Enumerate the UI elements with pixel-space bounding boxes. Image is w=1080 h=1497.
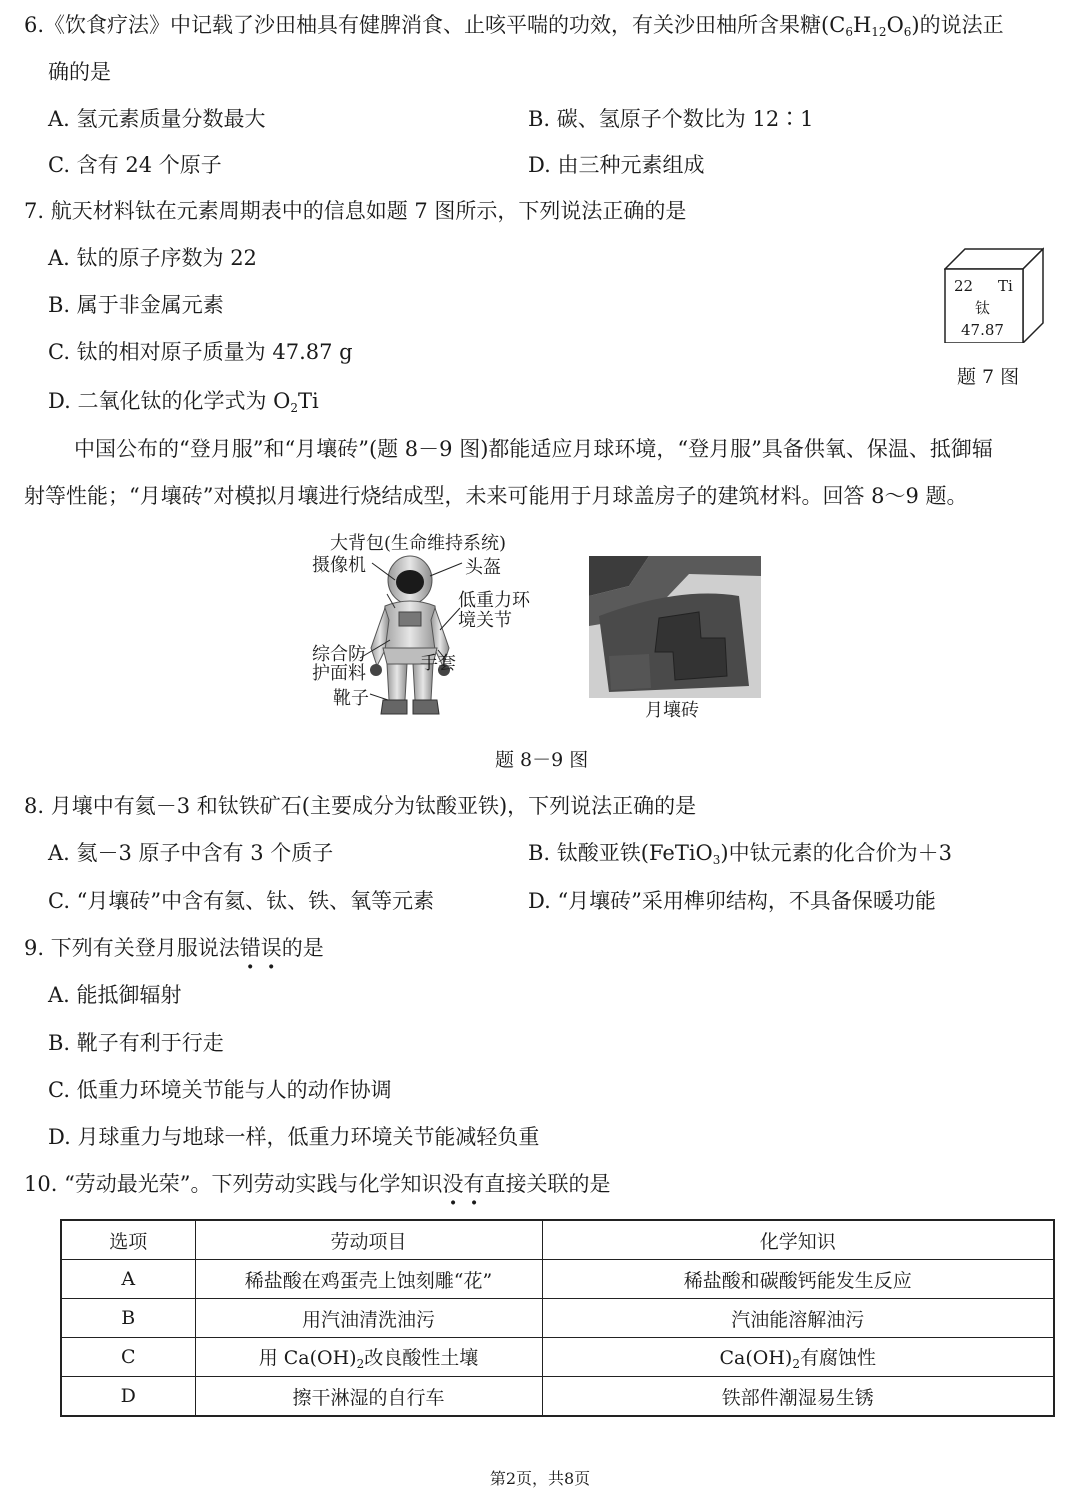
cell-labor: 用汽油清洗油污 — [195, 1299, 542, 1338]
cell-labor: 擦干淋湿的自行车 — [195, 1377, 542, 1417]
emphasis-char: 没 — [442, 1172, 464, 1196]
label-brick: 月壤砖 — [645, 700, 699, 721]
cell-chem: 稀盐酸和碳酸钙能发生反应 — [542, 1260, 1054, 1299]
element-symbol: Ti — [998, 277, 1013, 295]
q10-stem: 10. “劳动最光荣”。下列劳动实践与化学知识没有直接关联的是 — [24, 1172, 611, 1196]
q8-option-b: B. 钛酸亚铁(FeTiO$_3$)中钛元素的化合价为＋3 — [528, 841, 952, 867]
q9-stem: 9. 下列有关登月服说法错误的是 — [24, 936, 324, 960]
table-header-row — [61, 1220, 1054, 1260]
q9-option-b: B. 靴子有利于行走 — [48, 1031, 224, 1055]
label-boot: 靴子 — [333, 688, 369, 709]
element-mass: 47.87 — [961, 321, 1004, 339]
q6-stem-cont: 确的是 — [48, 60, 111, 84]
header-chem: 化学知识 — [542, 1220, 1054, 1260]
label-fabric-2: 护面料 — [312, 663, 366, 684]
cell-chem: 铁部件潮湿易生锈 — [542, 1377, 1054, 1417]
q9-option-c: C. 低重力环境关节能与人的动作协调 — [48, 1078, 392, 1102]
table-row — [61, 1377, 1054, 1417]
q10-table — [60, 1219, 1055, 1417]
lunar-brick-photo — [589, 556, 761, 698]
label-fabric-1: 综合防 — [312, 644, 366, 665]
element-name: 钛 — [975, 299, 991, 317]
table-row — [61, 1260, 1054, 1299]
table-row — [61, 1299, 1054, 1338]
q8-stem: 8. 月壤中有氦－3 和钛铁矿石(主要成分为钛酸亚铁)，下列说法正确的是 — [24, 794, 697, 818]
element-number: 22 — [954, 277, 974, 295]
figure-8-9-caption: 题 8－9 图 — [495, 749, 589, 771]
label-camera: 摄像机 — [312, 555, 366, 576]
label-joint-1: 低重力环 — [458, 590, 530, 611]
label-backpack: 大背包(生命维持系统) — [330, 533, 507, 554]
q8-option-d: D. “月壤砖”采用榫卯结构，不具备保暖功能 — [528, 889, 936, 913]
figure-7-caption: 题 7 图 — [957, 366, 1020, 388]
cell-option: A — [61, 1260, 195, 1299]
cell-chem: 汽油能溶解油污 — [542, 1299, 1054, 1338]
passage-line-2: 射等性能；“月壤砖”对模拟月壤进行烧结成型，未来可能用于月球盖房子的建筑材料。回答 8～9 题。 — [24, 484, 968, 508]
label-joint-2: 境关节 — [458, 610, 512, 631]
q7-stem: 7. 航天材料钛在元素周期表中的信息如题 7 图所示，下列说法正确的是 — [24, 199, 687, 223]
header-option: 选项 — [61, 1220, 195, 1260]
cell-option: B — [61, 1299, 195, 1338]
emphasis-char: 误 — [260, 936, 282, 960]
q6-option-b: B. 碳、氢原子个数比为 12∶1 — [528, 107, 814, 131]
label-helmet: 头盔 — [465, 557, 501, 578]
q9-option-d: D. 月球重力与地球一样，低重力环境关节能减轻负重 — [48, 1125, 540, 1149]
emphasis-char: 有 — [463, 1172, 485, 1196]
q7-option-c: C. 钛的相对原子质量为 47.87 g — [48, 340, 353, 364]
cell-chem: $Ca(OH)_2$有腐蚀性 — [542, 1338, 1054, 1377]
q6-option-c: C. 含有 24 个原子 — [48, 153, 222, 177]
table-row — [61, 1338, 1054, 1377]
header-labor: 劳动项目 — [195, 1220, 542, 1260]
q7-option-d: D. 二氧化钛的化学式为 $O_2Ti$ — [48, 389, 319, 415]
q8-option-c: C. “月壤砖”中含有氦、钛、铁、氧等元素 — [48, 889, 435, 913]
cell-option: D — [61, 1377, 195, 1417]
passage-line-1: 中国公布的“登月服”和“月壤砖”(题 8－9 图)都能适应月球环境，“登月服”具备供氧、保温、抵御辐 — [74, 437, 993, 461]
q9-option-a: A. 能抵御辐射 — [48, 983, 182, 1007]
cell-labor: 用 $Ca(OH)_2$改良酸性土壤 — [195, 1338, 542, 1377]
q7-option-b: B. 属于非金属元素 — [48, 293, 224, 317]
q8-option-a: A. 氦－3 原子中含有 3 个质子 — [48, 841, 334, 865]
q7-option-a: A. 钛的原子序数为 22 — [48, 246, 257, 270]
cell-labor: 稀盐酸在鸡蛋壳上蚀刻雕“花” — [195, 1260, 542, 1299]
element-card-titanium — [944, 247, 1044, 343]
emphasis-char: 错 — [239, 936, 261, 960]
q6-option-a: A. 氢元素质量分数最大 — [48, 107, 266, 131]
q6-option-d: D. 由三种元素组成 — [528, 153, 705, 177]
cell-option: C — [61, 1338, 195, 1377]
label-glove: 手套 — [420, 653, 456, 674]
q6-stem: 6.《饮食疗法》中记载了沙田柚具有健脾消食、止咳平喘的功效，有关沙田柚所含果糖$(C_6H_{12}O_6)$的说法正 — [24, 13, 1004, 39]
page-footer: 第2页，共8页 — [489, 1469, 591, 1488]
